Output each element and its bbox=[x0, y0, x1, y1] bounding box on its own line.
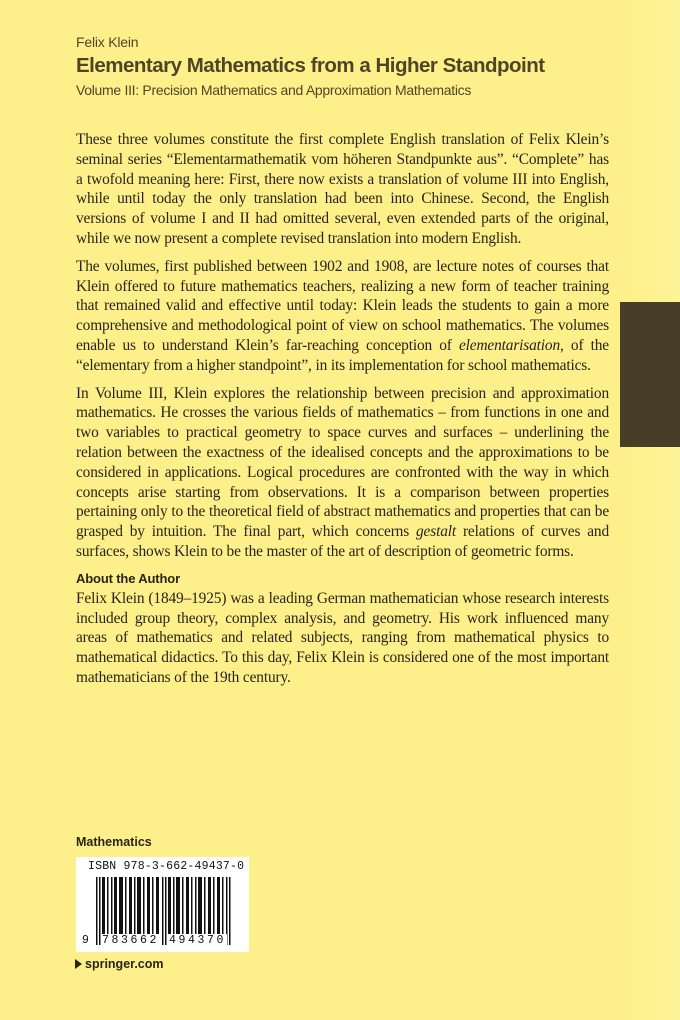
about-author-heading: About the Author bbox=[76, 570, 180, 586]
isbn-label: ISBN 978-3-662-49437-0 bbox=[88, 860, 245, 873]
italic-term: elementarisation bbox=[458, 336, 561, 354]
ean-right-group: 494370 bbox=[169, 934, 227, 947]
isbn-barcode bbox=[76, 857, 249, 952]
blurb-paragraph-1: These three volumes constitute the first complete English translation of Felix Klein’s seminal series “Elementarmathematik vom höheren Standpunkte aus”. “Complete” has a twofold meaning here: First, there now exists a translation of volume III into English, while until today the only translation had been into Chinese. Second, the English versions of volume I and II had omitted several, even extended parts of the original, while we now present a complete revised translation into modern English. bbox=[76, 131, 609, 247]
ean-first-digit: 9 bbox=[82, 934, 89, 947]
side-color-tab bbox=[620, 302, 680, 447]
text-span: relations of curves and surfaces, shows Klein to be the master of the art of description of geometric forms. bbox=[76, 523, 610, 560]
author-name: Felix Klein bbox=[76, 34, 139, 50]
book-subtitle: Volume III: Precision Mathematics and Approximation Mathematics bbox=[76, 82, 472, 98]
book-title: Elementary Mathematics from a Higher Standpoint bbox=[76, 54, 545, 77]
page-edge-fade bbox=[620, 0, 680, 1020]
text-span: The volumes, first published between 1902 and 1908, are lecture notes of courses that Klein offered to future mathematics teachers, realizing a new form of teacher training that remained valid and effective until today: Klein leads the students to gain a more comprehensive and methodological point of view on school mathematics. The volumes enable us to understand Klein’s far-reaching conception of bbox=[76, 257, 609, 354]
text-span: , of the “elementary from a higher standpoint”, in its implementation for school mathematics. bbox=[76, 336, 609, 374]
ean-left-group: 783662 bbox=[102, 934, 160, 947]
blurb-paragraph-2 bbox=[76, 257, 609, 376]
subject-label: Mathematics bbox=[76, 835, 152, 849]
italic-term: gestalt bbox=[416, 523, 457, 541]
publisher-link[interactable] bbox=[75, 957, 164, 971]
about-author-text: Felix Klein (1849–1925) was a leading German mathematician whose research interests included group theory, complex analysis, and geometry. His work influenced many areas of mathematics and related subjects, ranging from mathematical physics to mathematical didactics. To this day, Felix Klein is considered one of the most important mathematicians of the 19th century. bbox=[76, 589, 609, 686]
text-span: In Volume III, Klein explores the relationship between precision and approximation mathematics. He crosses the various fields of mathematics – from functions in one and two variables to practical geometry to space curves and surfaces – underlining the relation between the exactness of the idealised concepts and the approximations to be considered in applications. Logical procedures are confronted with the way in which concepts arise starting from observations. It is a comparison between properties pertaining only to the theoretical field of abstract mathematics and properties that can be grasped by intuition. The final part, which concerns bbox=[76, 384, 609, 541]
blurb bbox=[76, 130, 609, 696]
arrow-right-icon bbox=[75, 959, 82, 969]
publisher-link-text: springer.com bbox=[85, 957, 164, 971]
blurb-paragraph-3 bbox=[76, 384, 609, 562]
cover-header bbox=[76, 33, 616, 99]
